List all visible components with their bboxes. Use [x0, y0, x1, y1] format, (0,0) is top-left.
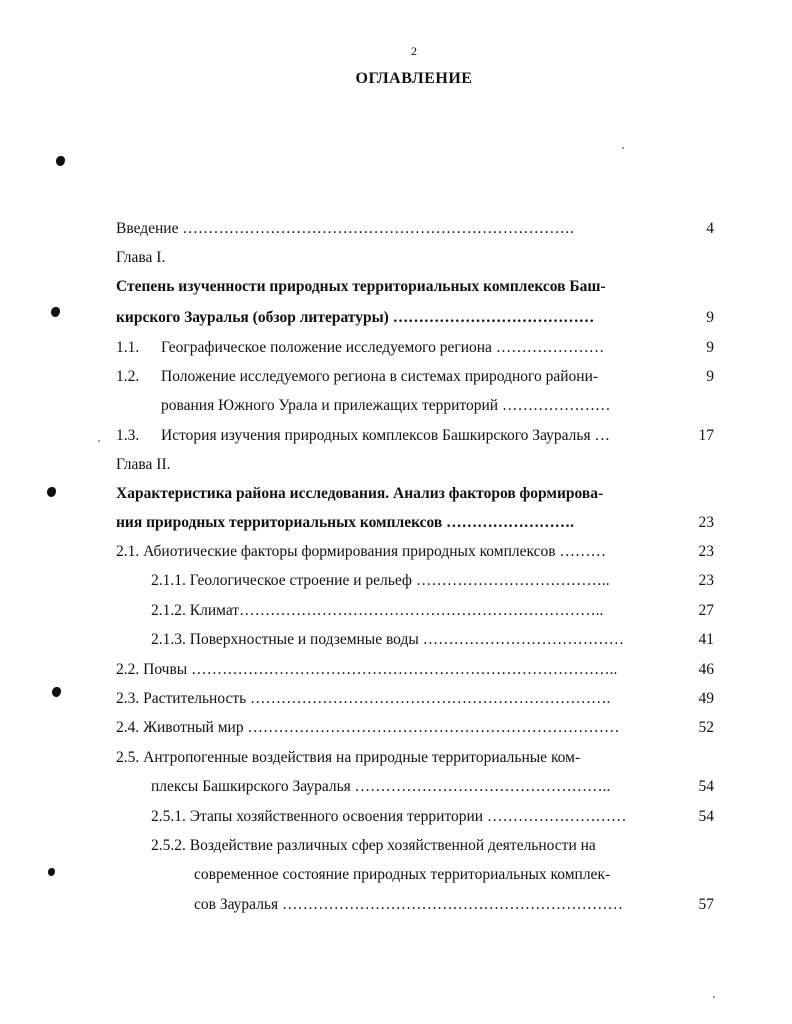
toc-page-number: 9: [706, 309, 714, 326]
page-number: 2: [411, 44, 417, 58]
toc-page-number: 41: [698, 631, 714, 648]
toc-page-number: 27: [698, 602, 714, 619]
toc-page-number: 54: [698, 778, 714, 795]
binding-hole-mark: [48, 868, 55, 876]
scan-speck: [622, 147, 624, 149]
toc-page-number: 54: [698, 808, 714, 825]
binding-hole-mark: [52, 687, 61, 697]
toc-page-number: 52: [698, 719, 714, 736]
binding-hole-mark: [51, 307, 60, 317]
toc-page-number: 4: [706, 220, 714, 237]
toc-page-number: 23: [698, 572, 714, 589]
scan-speck: [98, 440, 100, 442]
toc-page-number: 23: [698, 543, 714, 560]
toc-page-number: 9: [706, 368, 714, 385]
toc-page-number: 9: [706, 339, 714, 356]
page-title: ОГЛАВЛЕНИЕ: [355, 70, 473, 87]
toc-page-number: 23: [698, 514, 714, 531]
scan-speck: [713, 996, 715, 998]
toc-page-number: 46: [698, 661, 714, 678]
toc-page-number: 17: [698, 427, 714, 444]
binding-hole-mark: [56, 156, 65, 166]
toc-page-number: 49: [698, 690, 714, 707]
binding-hole-mark: [47, 487, 56, 497]
toc-page-number: 57: [698, 896, 714, 913]
